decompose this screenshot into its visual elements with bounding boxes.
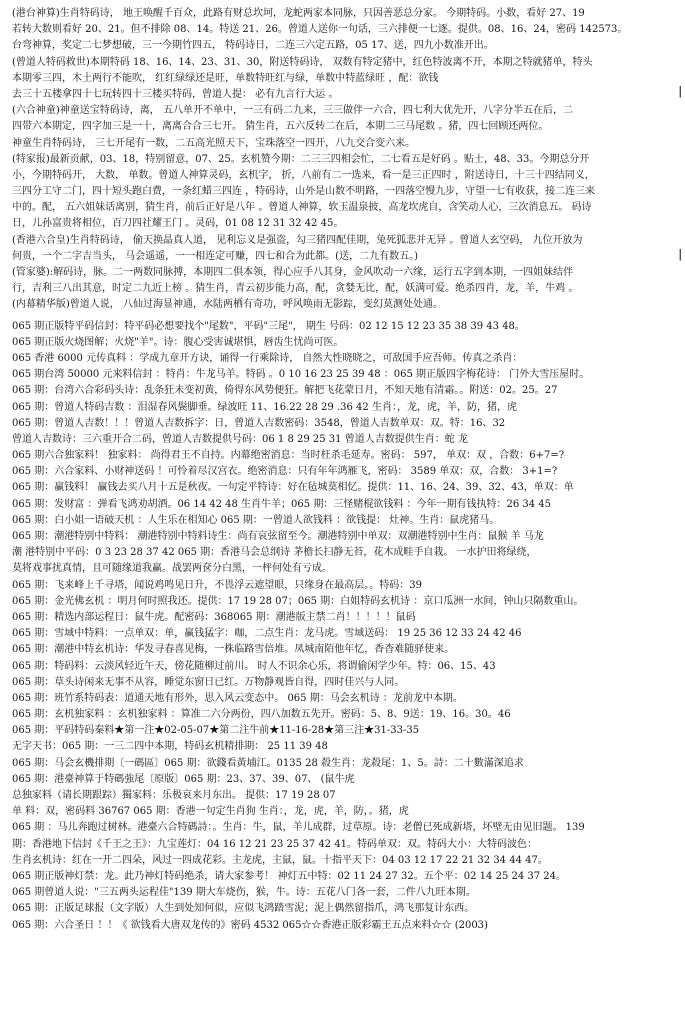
issue-line: 065 期：平码特码秦料★第一注★02-05-07★第二注牛前★11-16-28★第三注★31-33-35 [12, 725, 420, 737]
tips-line: (内幕精华版)曾道人说， 八仙过海显神通，水陆两栖有奇功，呼风唤雨无影踪，变幻莫测处处通。 [12, 299, 443, 311]
issue-line: 总独家料（请长期跟踪）獨家料：乐极哀来月东出。 提供：17 19 28 07 [12, 790, 336, 801]
issue-line: 065 期：台湾六合彩码头诗：乱条狂未变初黄，倚得东风势便狂。解把飞花蒙日月，不知天地有清霜。。附送：02。25。27 [12, 385, 558, 397]
tips-line: (曾道人特码救世)本期特码 18、16、14、23、31、30，附送特码诗， 双数有特定猪中，红色特波离不开，本期之特就猪单，特头 [12, 56, 593, 68]
tips-line: 台弯神算，奖定二七梦想破，三一今期竹四五， 特码诗日，二连三六定五路，05 17、送，四九小数准开出。 [12, 40, 494, 52]
issue-line: 065 期：六合圣日 ！！《 欲钱看大唐双龙传的》密码 4532 065☆☆香港正版彩霸王五点来料☆☆ (2003) [12, 919, 488, 931]
issue-line: 065 期：金光佛玄机 ：明月何时照我还。提供：17 19 28 07；065 期：白姐特码玄机诗 ：京口瓜洲一水间，钟山只隔数重山。 [12, 595, 584, 607]
page-edge-mark: ǀ [678, 247, 682, 261]
issue-line: 065 期：班竹系特码表：道通天地有形外，思入风云变态中。 065 期：马会玄机诗 ：龙前龙中本期。 [12, 692, 463, 704]
issue-line: 065 香港 6000 元传真料 ：学成九章开方诀，诵得一行乘除诗， 自然大性晓晓之，可敌国手应吾师。传真之杀肖： [12, 352, 523, 364]
issue-line: 曾道人吉数诗：三六重开合二码，曾道人吉数提供号码：06 1 8 29 25 31 曾道人吉数提供生肖：蛇 龙 [12, 433, 468, 445]
issue-line: 无字天书：065 期：一三二四中本期，特码玄机精排期： 25 11 39 48 [12, 741, 328, 753]
issue-line: 065 期：曾道人吉数！！！曾道人吉数拆字：日，曾道人吉数密码：3548，曾道人吉数单双：双。特：16、32 [12, 417, 506, 429]
issue-line: 单 料：双，密码料 36767 065 期：香港一句定生肖狗 生肖：，龙，虎，羊，防，。猪，虎 [12, 806, 409, 818]
tips-line: (特家报)最新贡献，03、18，特别留意，07、25。玄机赞今期：二三三四相会忙，二七看五是好码 。贴士，48、33。今期总分开 [12, 153, 590, 165]
issue-line: 065 期 ：马儿奔跑过树林。港臺六合特碼詩：。生肖：牛，鼠，羊儿成群，过草原。诗：老僧已死成新塔，坏壁无由见旧题。 139 [12, 822, 585, 834]
section-065-issue [12, 319, 675, 934]
issue-line: 065 期正版神灯禁：龙。此乃神灯特码绝杀，请大家参考！ 神灯五中特：02 11 24 27 32。五个平：02 14 25 24 37 24。 [12, 870, 567, 882]
issue-line: 065 期六合独家料！ 独家料： 尚得君王不自持。内幕绝密消息：当时枉杀毛延寿。密码： 597， 单双：双 ，合数：6+7=? [12, 450, 565, 462]
tips-line: (管家婆):解码诗，脉。二一两数同脉搏，本期四二俱本领，得心应手八其身，金风吹动一六缘，运行五字到本期，一四姐妹结伴 [12, 267, 574, 278]
issue-line: 065 期：六合家料、小财神送码 ！可怜着尽汉宫衣。绝密消息：只有年年鸿雁飞，密码： 3589 单双：双，合数： 3+1=? [12, 466, 558, 478]
issue-line: 065 期曾道人说："三五两头运程佳"139 期大车烧伤，猴，牛。诗：五花八门各一套，二件八九旺本期。 [12, 887, 476, 899]
tips-line: 去三十五楼拿四十七玩转四十三楼买特码，曾道人提： 必有九言行大运 。 [12, 88, 339, 100]
tips-line: 中的。配， 五六姐妹话离别，猜生肖，前后正好是八年 。曾道人神算，软玉温泉披，高龙坎虎自，含笑动人心，三次消息五。 码诗 [12, 202, 592, 214]
issue-line: 莫将戏事扰真情，且可随缘道我赢。战罢两奁分白黑，一枰何处有亏成。 [12, 563, 332, 575]
issue-line: 065 期：发财富 ：弹看飞鸿劝胡酒。06 14 42 48 生肖牛羊；065 期：三怪赌棍欲钱料 ：今年一期有钱执特：26 34 45 [12, 498, 552, 510]
tips-line: 行，吉利三八出其意，时定二九近上榜 。猜生肖，青云初步能力高，配，贪婪无比，配，妖满可爱。绝杀四肖，龙，羊，牛鸡 。 [12, 283, 579, 295]
tips-line: (港台神算)生肖特码诗， 地王唤醒千百众，此路有财总坎坷，龙蛇两家本同脉，只因善恶总分家。 今期特码。小数，看好 27、19 [12, 8, 585, 19]
tips-line: 本期零三四，木土两行不能吹， 红红绿绿还是旺，单数特旺红与绿，单数中特蓝绿旺 ，配：欲钱 [12, 72, 439, 84]
issue-line: 潮 港特别中平码：0 3 23 28 37 42 065 期：香港马会总纲诗 茅檐长扫静无苔，花木成畦手自栽。 一水护田将绿绕， [12, 547, 537, 559]
issue-line: 期：香港地下信封《千王之王》：九宝莲灯：04 16 12 21 23 25 37 42 41。特码单双：双。特码大小：大特码波色： [12, 838, 537, 850]
tips-line: 三四分工守二门，四十短头跑白费，一条红蜡三四连 ，特码诗，山外是山数不明路，一四落空慢九步，守望一七有收获，接二连三来 [12, 186, 596, 198]
issue-line: 065 期：潮港特别中特料： 潮港特别中特料诗生：尚有哀弦留至今。潮港特别中单双：双潮港特别中生肖：鼠猴 羊 马龙 [12, 531, 544, 542]
section-tips [12, 6, 675, 314]
issue-line: 065 期：飞来峰上千寻塔，闻说鸡鸣见日升，不畏浮云遮望眼，只缘身在最高层。。特码：39 [12, 579, 422, 591]
tips-line: (香港六合皇)生肖特码诗， 偷天换晶真人道， 见利忘义是强盗，勾三猪四配佳期，兔死狐悲并无异 。曾道人玄空码， 九位开放为 [12, 234, 583, 246]
issue-line: 065 期：特码料：云淡风轻近午天，傍花随柳过前川。 时人不识余心乐，将谓偷闲学少年。特：06、15、43 [12, 660, 496, 672]
issue-line: 065 期：草头诗闲来无事不从容，睡觉东窗日已红。万物静观皆自得，四时佳兴与人同。 [12, 676, 405, 688]
tips-line: 小，今期特码开， 大数， 单数。曾道人神算灵码，玄机字， 折，八前有二一选来，看一是三正四时 ，附送诗日，十三十四结同义， [12, 169, 595, 181]
issue-line: 065 期正版火烧图解；火烧"羊"。诗：腹心受害诚堪惧，唇齿生忧尚可医。 [12, 336, 344, 348]
issue-line: 065 期：曾道人特码吉数 ：泪湿春风鬓脚垂。绿波旺 11、16.22 28 29 .36 42 生肖：，龙，虎，羊，防，猪，虎 [12, 401, 517, 413]
tips-line: 四带六本期定，四字加三是一十，离离合合三七开。 猜生肖，五六反转二在后，本期二三马尾数 。猪，四七回顾还两位。 [12, 121, 549, 133]
issue-line: 065 期：雪域中特料：一点单双：单，赢钱猛字：咖，二点生肖：龙马虎。雪域送码： 19 25 36 12 33 24 42 46 [12, 628, 522, 640]
issue-line: 065 期正版特平码信封：特平码必想要找个"尾数"，平码"三尾"， 期生 号码：02 12 15 12 23 35 38 39 43 48。 [12, 320, 525, 332]
tips-line: 何贵，一个二字吉当头， 马会遥遥，一一相连定可赚，四七和合为此都。(送，二九有数五。) [12, 250, 418, 262]
issue-line: 065 期：玄机独家料 ：玄机独家料 ：算准二六分两份，四八加数五先开。密码：5、8、9送：19、16。30。46 [12, 709, 511, 721]
page-edge-mark: ǀ [678, 84, 682, 98]
issue-line: 065 期：赢钱料！ 赢钱去买八月十五是秋夜。一句定平特诗：好在毡城莫相忆。提供：11、16、24、39、32、43，单双：单 [12, 482, 574, 494]
issue-line: 生肖玄机诗：红在一开二四朵，风过一四成花彩。主龙虎，主鼠，鼠。十指平天下：04 03 12 17 22 21 32 34 44 47。 [12, 854, 548, 866]
issue-line: 065 期：马会玄機排期〔一碼區〕065 期：欲錢看黃埔江。0135 28 殺生肖：龙殺尾：1、5。詩：二十數滿深追求 [12, 757, 524, 769]
issue-line: 065 期：精选内部运程日：鼠牛虎。配密码：368065 期：潮港版主禁二肖！！！！！鼠码 [12, 611, 416, 623]
issue-line: 065 期台湾 50000 元来料信封 ：特肖：牛龙马羊。特码 。0 10 16 23 25 39 48 ：065 期正版四字梅花诗： 门外大雪压屋时。 [12, 369, 590, 381]
tips-line: 日，儿孙富贵将相位，百刀四社耀王门 。灵码，01 08 12 31 32 42 45。 [12, 218, 344, 230]
issue-line: 065 期：港臺神算于特碼強尾〔原版〕065 期：23、37、39、07、 (鼠牛虎 [12, 773, 355, 785]
tips-line: 神童生肖特码诗， 三七开尾有一数，二五高光照天下，宝珠落空一四开，八九交合变六来。 [12, 137, 416, 149]
issue-line: 065 期：潮港中特玄机诗：华发寻春喜见梅，一株临路雪倍堆。凤城南陌他年忆，香杳难随驿使来。 [12, 644, 455, 656]
issue-line: 065 期：白小姐一语破天机 ：人生乐在相知心 065 期：一曾道人欲钱料 ：欲钱提： 灶神。生肖：鼠虎猪马。 [12, 514, 500, 526]
issue-line: 065 期：正版足球报（文字版）人生到处知何似，应似飞鸿踏雪泥；泥上偶然留指爪，鸿飞那复计东西。 [12, 903, 475, 915]
tips-line: 若转大数则看好 20、21。但不排除 08、14。特送 21、26。曾道人送你一句话，三六排便一七逐。提供。08、16、24，密码 142573。 [12, 24, 628, 36]
tips-line: (六合神童)神童送宝特码诗，离， 五八单开不单中，一三有码二九来，三三做伴一六合，四七利大优先开，八字分半五在后，二 [12, 105, 573, 117]
